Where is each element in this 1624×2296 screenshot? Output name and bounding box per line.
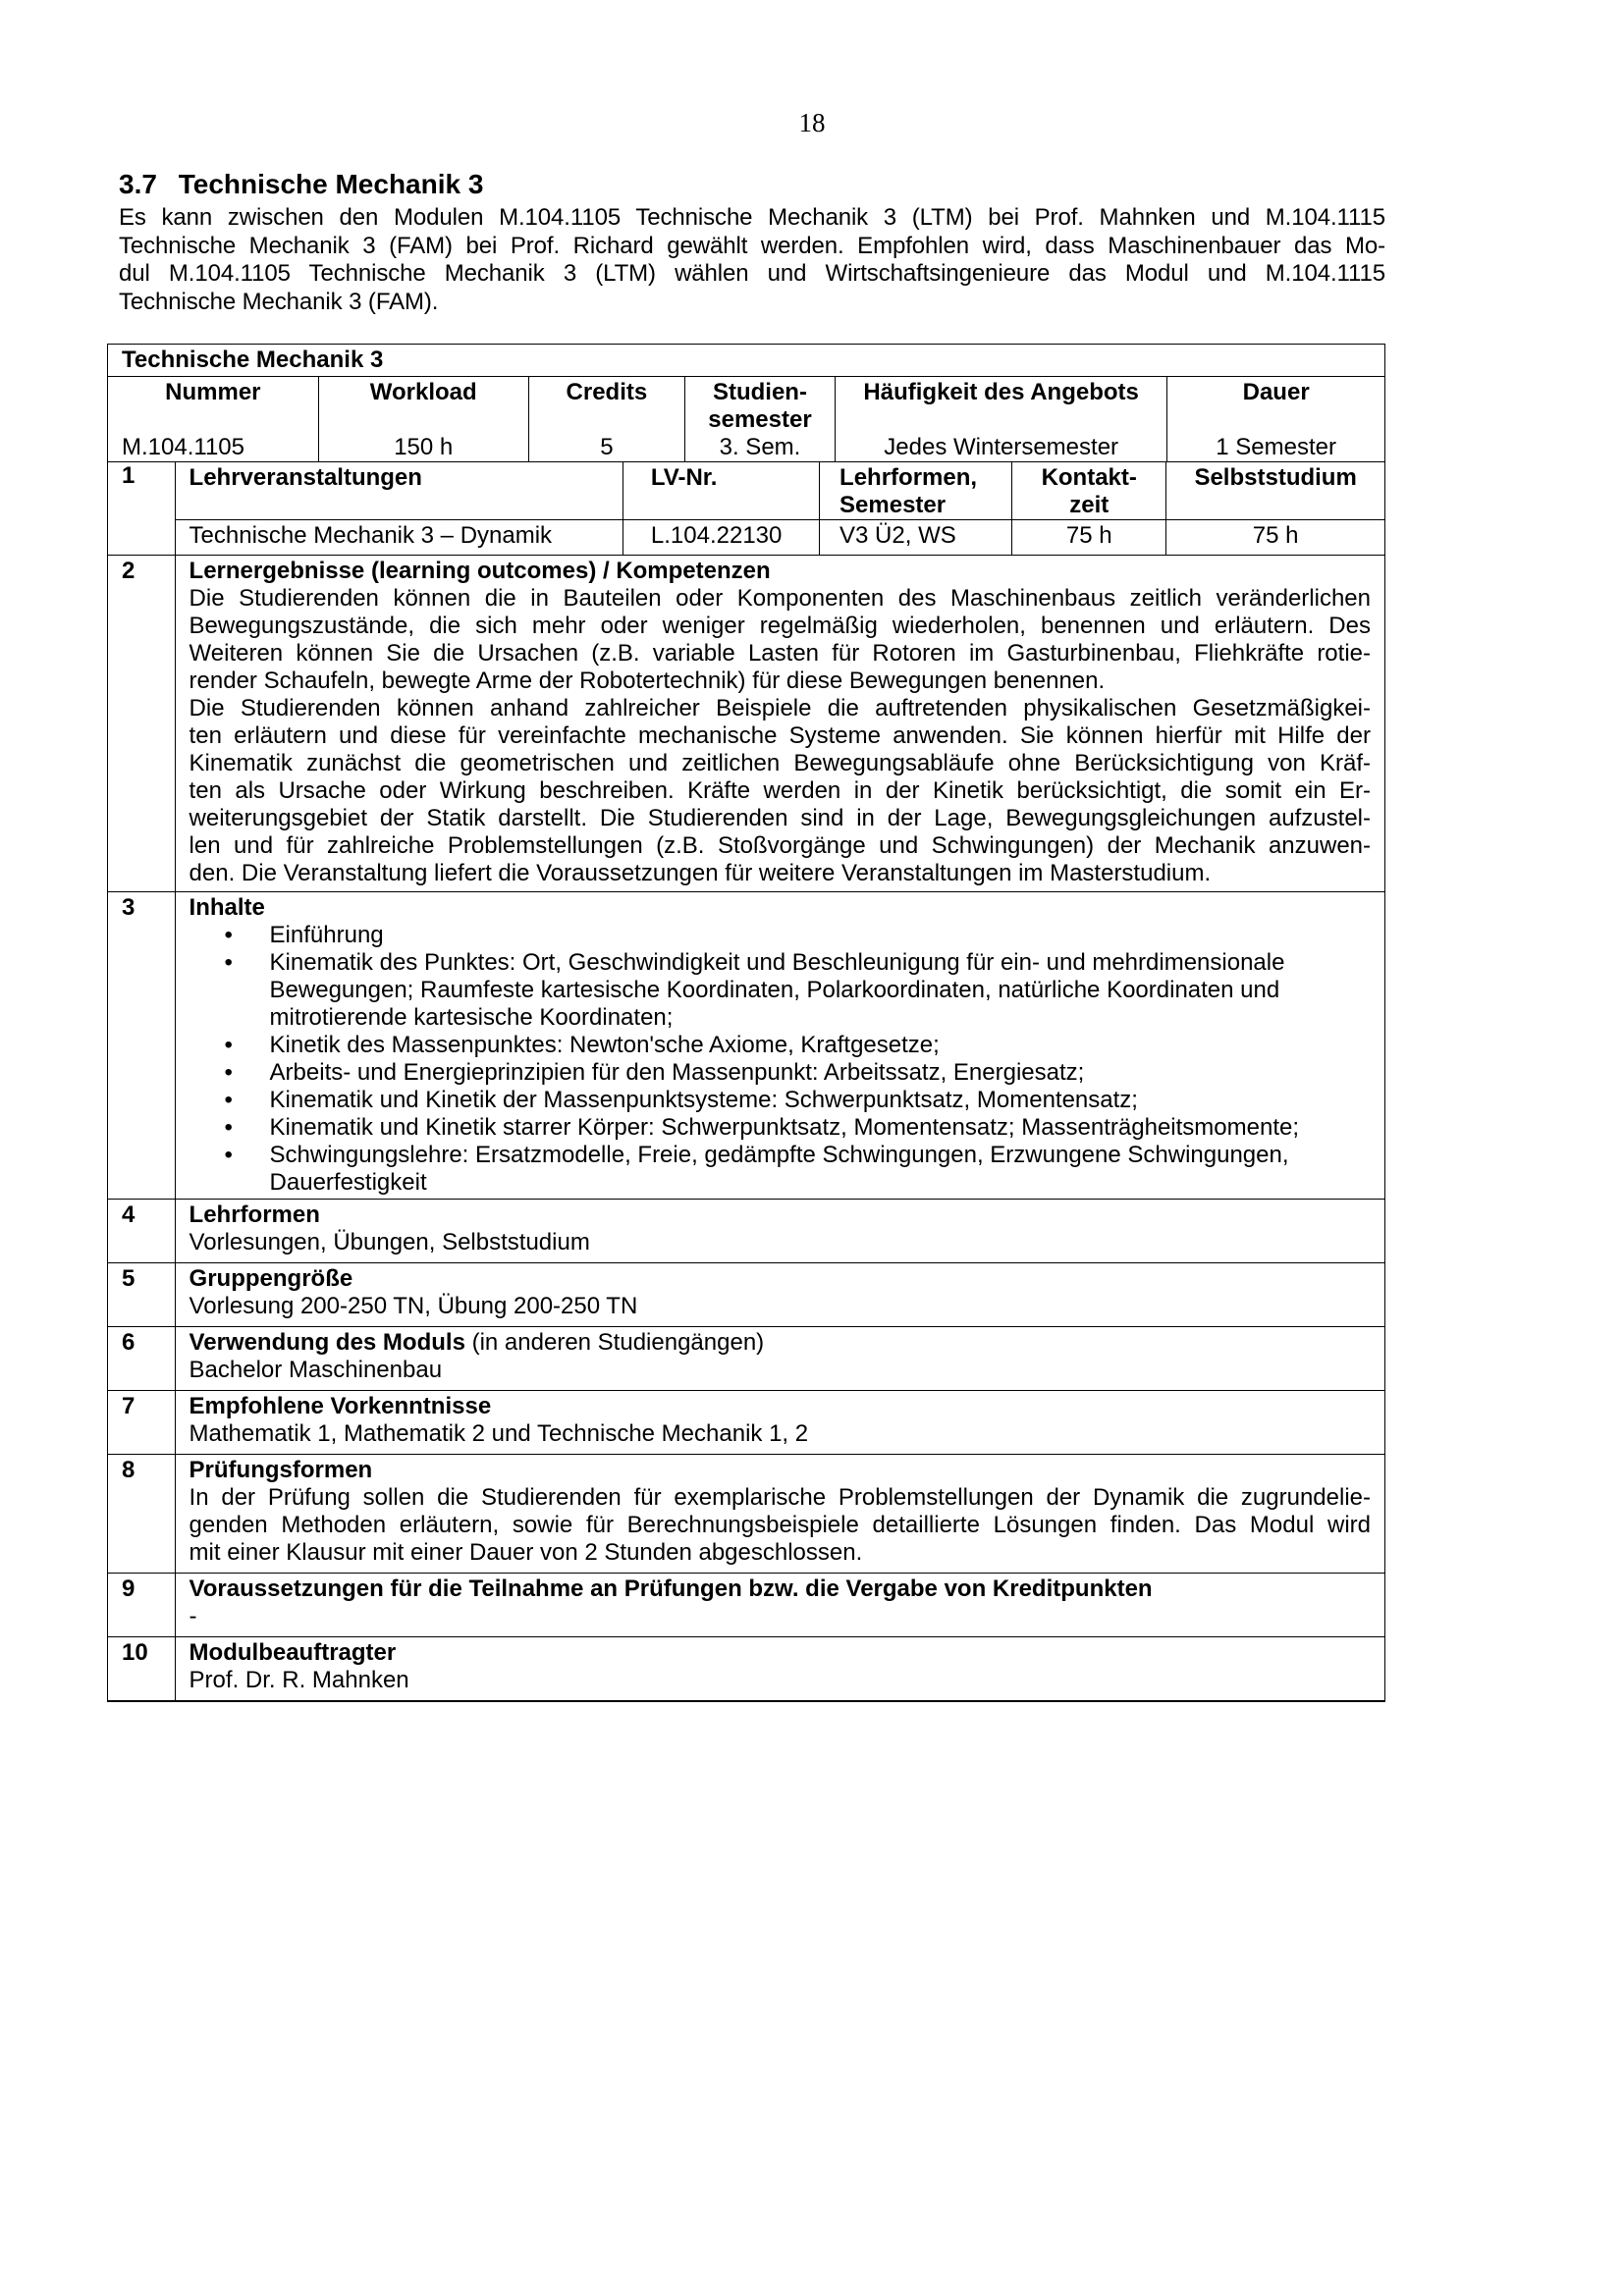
module-table: [107, 344, 1385, 1702]
workload-cell: [318, 377, 528, 462]
lernergebnisse-line: render Schaufeln, bewegte Arme der Robotertechnik) für diese Bewegungen benennen.: [189, 667, 1106, 694]
row-number: 2: [108, 556, 175, 892]
studiensemester-label-line: semester: [708, 406, 812, 433]
lehrveranstaltungen-label: Lehrveranstaltungen: [175, 462, 623, 520]
kontakt-label-line: Kontakt-: [1041, 464, 1137, 491]
studiensemester-value: 3. Sem.: [719, 434, 801, 460]
inhalte-item-line: Kinematik des Punktes: Ort, Geschwindigkeit und Beschleunigung für ein- und mehrdimensionale: [269, 949, 1285, 976]
lernergebnisse-line: ten erläutern und diese für vereinfachte mechanische Systeme anwenden. Sie können hierfür mit Hilfe der: [189, 722, 1371, 749]
inhalte-item-line: Bewegungen; Raumfeste kartesische Koordinaten, Polarkoordinaten, natürliche Koordinaten und: [269, 977, 1280, 1003]
detail-line: Vorlesungen, Übungen, Selbststudium: [189, 1229, 590, 1255]
detail-title: Prüfungsformen: [189, 1457, 373, 1483]
lernergebnisse-line: Bewegungszustände, die sich mehr oder weniger regelmäßig wiederholen, benennen und erläutern. Des: [189, 613, 1371, 639]
studiensemester-label: [685, 377, 835, 434]
bullet-icon: •: [224, 1087, 233, 1113]
intro-line: Technische Mechanik 3 (FAM).: [119, 288, 439, 315]
detail-cell: [175, 1455, 1384, 1574]
lehrformen-label: [820, 462, 1012, 520]
inhalte-item-line: Schwingungslehre: Ersatzmodelle, Freie, gedämpfte Schwingungen, Erzwungene Schwingungen,: [269, 1142, 1289, 1168]
lv-kontaktzeit: 75 h: [1012, 520, 1166, 556]
detail-line: -: [189, 1603, 197, 1629]
nummer-cell: [108, 377, 318, 462]
dauer-value: 1 Semester: [1216, 434, 1336, 460]
row-number: 4: [108, 1200, 175, 1263]
section-number: 3.7: [119, 169, 157, 199]
inhalte-cell: [175, 892, 1384, 1200]
detail-title: Empfohlene Vorkenntnisse: [189, 1393, 492, 1419]
haeufigkeit-cell: [836, 377, 1167, 462]
detail-row: [108, 1574, 1384, 1637]
bullet-icon: •: [224, 949, 233, 976]
detail-line: Vorlesung 200-250 TN, Übung 200-250 TN: [189, 1293, 638, 1319]
row-number: 5: [108, 1263, 175, 1327]
inhalte-item: [189, 949, 1371, 1032]
dauer-label: Dauer: [1242, 379, 1310, 405]
page-number: 18: [798, 108, 826, 137]
detail-line: Prof. Dr. R. Mahnken: [189, 1667, 409, 1693]
lv-lehrformen: V3 Ü2, WS: [820, 520, 1012, 556]
lernergebnisse-line: weiterungsgebiet der Statik darstellt. Die Studierenden sind in der Lage, Bewegungsgleichungen aufzustel-: [189, 805, 1371, 831]
lehrveranstaltungen-table: [108, 462, 1384, 556]
lernergebnisse-line: Weiteren können Sie die Ursachen (z.B. variable Lasten für Rotoren im Gasturbinenbau, Fliehkräfte rotie-: [189, 640, 1371, 667]
lernergebnisse-line: Die Studierenden können die in Bauteilen oder Komponenten des Maschinenbaus zeitlich veränderlichen: [189, 585, 1371, 612]
lv-selbststudium: 75 h: [1166, 520, 1384, 556]
detail-title: Verwendung des Moduls (in anderen Studiengängen): [189, 1329, 765, 1356]
lehrformen-label-line: Semester: [839, 492, 947, 518]
lehrformen-label-line: Lehrformen,: [839, 464, 978, 491]
intro-line: Es kann zwischen den Modulen M.104.1105 Technische Mechanik 3 (LTM) bei Prof. Mahnken und M.104.1115: [119, 204, 1385, 231]
detail-line: mit einer Klausur mit einer Dauer von 2 Stunden abgeschlossen.: [189, 1539, 863, 1566]
kontakt-label-line: zeit: [1069, 492, 1110, 518]
credits-label: Credits: [566, 379, 648, 405]
section-heading: [119, 169, 483, 200]
detail-title: Lehrformen: [189, 1201, 320, 1228]
lernergebnisse-line: den. Die Veranstaltung liefert die Voraussetzungen für weitere Veranstaltungen im Masterstudium.: [189, 860, 1212, 886]
inhalte-item: [189, 1059, 1371, 1087]
bullet-icon: •: [224, 1142, 233, 1168]
detail-title: Voraussetzungen für die Teilnahme an Prüfungen bzw. die Vergabe von Kreditpunkten: [189, 1575, 1153, 1602]
lernergebnisse-line: Kinematik zunächst die geometrischen und zeitlichen Bewegungsabläufe ohne Berücksichtigung von Kräf-: [189, 750, 1371, 776]
inhalte-item-line: Dauerfestigkeit: [269, 1169, 427, 1196]
haeufigkeit-label: Häufigkeit des Angebots: [863, 379, 1139, 405]
inhalte-item-line: mitrotierende kartesische Koordinaten;: [269, 1004, 674, 1031]
detail-row: [108, 1391, 1384, 1455]
inhalte-item: [189, 922, 1371, 949]
intro-line: dul M.104.1105 Technische Mechanik 3 (LTM) wählen und Wirtschaftsingenieure das Modul und M.104.1115: [119, 260, 1385, 288]
inhalte-title: Inhalte: [189, 894, 265, 921]
lernergebnisse-line: Die Studierenden können anhand zahlreicher Beispiele die auftretenden physikalischen Gesetzmäßigkei-: [189, 695, 1371, 721]
row-number: 8: [108, 1455, 175, 1574]
detail-cell: [175, 1391, 1384, 1455]
detail-title: Gruppengröße: [189, 1265, 353, 1292]
inhalte-item-line: Kinematik und Kinetik starrer Körper: Schwerpunktsatz, Momentensatz; Massenträgheitsmomente;: [269, 1114, 1300, 1141]
bullet-icon: •: [224, 922, 233, 948]
detail-row: [108, 1637, 1384, 1701]
module-header-table: [108, 377, 1384, 462]
nummer-value: M.104.1105: [122, 434, 244, 460]
inhalte-item-line: Kinematik und Kinetik der Massenpunktsysteme: Schwerpunktsatz, Momentensatz;: [269, 1087, 1138, 1113]
inhalte-item: [189, 1142, 1371, 1197]
detail-line: In der Prüfung sollen die Studierenden für exemplarische Problemstellungen der Dynamik die zugrundelie-: [189, 1484, 1371, 1511]
inhalte-item-line: Einführung: [269, 922, 384, 948]
studiensemester-label-line: Studien-: [712, 379, 807, 405]
detail-title: Modulbeauftragter: [189, 1639, 397, 1666]
kontakt-label: [1012, 462, 1166, 520]
detail-cell: [175, 1200, 1384, 1263]
detail-cell: [175, 1574, 1384, 1637]
intro-line: Technische Mechanik 3 (FAM) bei Prof. Richard gewählt werden. Empfohlen wird, dass Maschinenbauer das Mo-: [119, 232, 1385, 259]
lernergebnisse-cell: [175, 556, 1384, 892]
inhalte-item-line: Kinetik des Massenpunktes: Newton'sche Axiome, Kraftgesetze;: [269, 1032, 940, 1058]
workload-label: Workload: [369, 379, 477, 405]
section-intro: [119, 204, 1385, 316]
credits-cell: [528, 377, 684, 462]
inhalte-item: [189, 1032, 1371, 1059]
detail-row: [108, 1455, 1384, 1574]
lernergebnisse-title: Lernergebnisse (learning outcomes) / Kompetenzen: [189, 558, 771, 584]
row-number: 1: [108, 462, 175, 556]
row-number: 7: [108, 1391, 175, 1455]
workload-value: 150 h: [394, 434, 454, 460]
detail-row: [108, 1327, 1384, 1391]
lernergebnisse-line: len und für zahlreiche Problemstellungen (z.B. Stoßvorgänge und Schwingungen) der Mechanik anzuwen-: [189, 832, 1371, 859]
lvnr-label: LV-Nr.: [623, 462, 819, 520]
section-title: Technische Mechanik 3: [178, 169, 484, 199]
detail-cell: [175, 1327, 1384, 1391]
detail-line: genden Methoden erläutern, sowie für Berechnungsbeispiele detaillierte Lösungen finden. Das Modul wird: [189, 1512, 1371, 1538]
inhalte-list: [189, 922, 1371, 1197]
module-title: Technische Mechanik 3: [108, 345, 1384, 377]
bullet-icon: •: [224, 1114, 233, 1141]
haeufigkeit-value: Jedes Wintersemester: [884, 434, 1119, 460]
inhalte-item-line: Arbeits- und Energieprinzipien für den Massenpunkt: Arbeitssatz, Energiesatz;: [269, 1059, 1085, 1086]
lv-nr: L.104.22130: [623, 520, 819, 556]
detail-line: Bachelor Maschinenbau: [189, 1357, 443, 1383]
detail-line: Mathematik 1, Mathematik 2 und Technische Mechanik 1, 2: [189, 1420, 809, 1447]
studiensemester-cell: [684, 377, 835, 462]
module-details-table: [108, 556, 1384, 1701]
row-number: 3: [108, 892, 175, 1200]
detail-cell: [175, 1637, 1384, 1701]
row-number: 9: [108, 1574, 175, 1637]
bullet-icon: •: [224, 1032, 233, 1058]
row-number: 6: [108, 1327, 175, 1391]
detail-row: [108, 1263, 1384, 1327]
detail-cell: [175, 1263, 1384, 1327]
credits-value: 5: [600, 434, 614, 460]
row-number: 10: [108, 1637, 175, 1701]
inhalte-item: [189, 1087, 1371, 1114]
nummer-label: Nummer: [165, 379, 261, 405]
inhalte-item: [189, 1114, 1371, 1142]
lernergebnisse-text: [189, 585, 1371, 887]
lernergebnisse-line: ten als Ursache oder Wirkung beschreiben. Kräfte werden in der Kinetik berücksichtigt, die somit ein Er-: [189, 777, 1371, 804]
detail-row: [108, 1200, 1384, 1263]
selbststudium-label: Selbststudium: [1166, 462, 1384, 520]
dauer-cell: [1167, 377, 1384, 462]
bullet-icon: •: [224, 1059, 233, 1086]
lv-name: Technische Mechanik 3 – Dynamik: [175, 520, 623, 556]
